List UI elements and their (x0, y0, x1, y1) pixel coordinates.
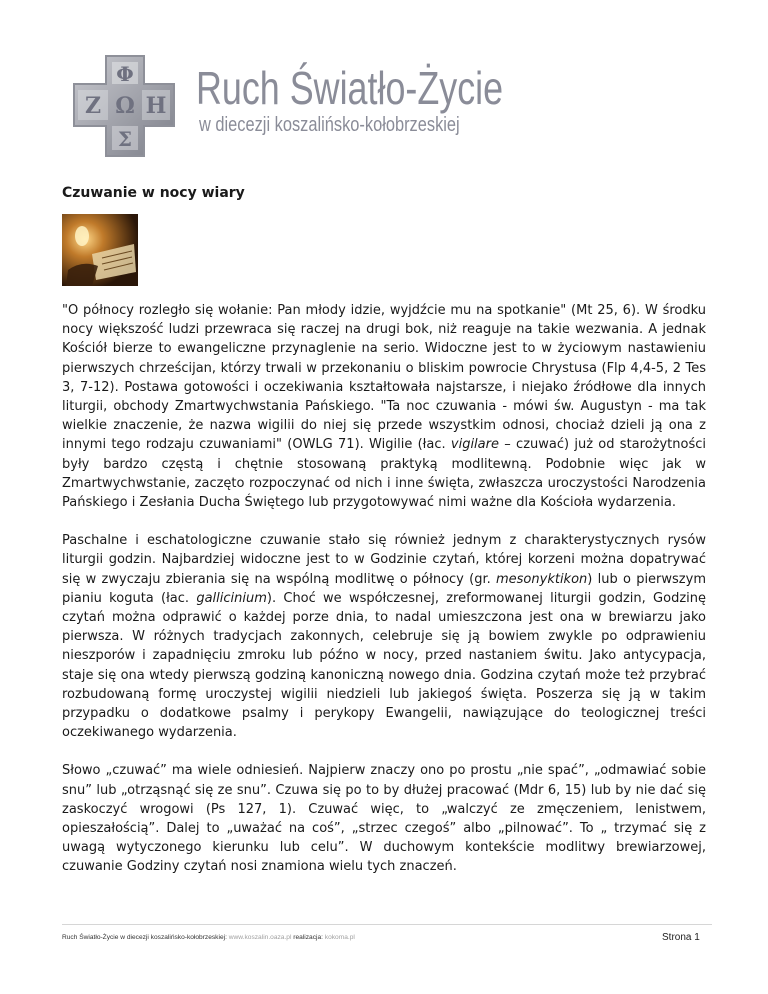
paragraph-office-of-readings: Paschalne i eschatologiczne czuwanie stało się również jednym z charakterystycznych rysów liturgii godzin. Najbardziej widoczne jest to w Godzinie czytań, której korzeni można dopatrywać się w zwyczaju zbierania się na wspólną modlitwę o północy (gr. mesonyktikon) lub o pierwszym pianiu koguta (łac. gallicinium). Choć we współczesnej, zreformowanej liturgii godzin, Godzinę czytań można odprawić o każdej porze dnia, to nadal umieszczona jest ona w brewiarzu jako pierwsza. W różnych tradycjach zakonnych, celebruje się ją bowiem zwykle po odprawieniu nieszporów i zapadnięciu zmroku lub późno w nocy, przed nastaniem świtu. Jako antycypacja, staje się ona wtedy pierwszą godziną kanoniczną nowego dnia. Godzina czytań może też przybrać rozbudowaną formę uroczystej wigilii niedzieli lub jakiegoś święta. Poszerza się ją w takim przypadku o dodatkowe psalmy i perykopy Ewangelii, nawiązujące do teologicznej treści oczekiwanego wydarzenia. (62, 533, 706, 741)
footer-divider (62, 924, 712, 925)
logo-letter-left: Ζ (84, 93, 102, 119)
logo-letter-center: Ω (115, 93, 135, 119)
page-header (62, 50, 622, 162)
footer-credits: Ruch Światło-Życie w diecezji koszalińsko-kołobrzeskiej: www.koszalin.oaza.pl realizacja: kokoma.pl (62, 934, 355, 941)
brand-title: Ruch Światło-Życie (196, 62, 504, 114)
article-thumbnail (62, 214, 138, 286)
logo-letter-top: Φ (116, 62, 134, 86)
article-title: Czuwanie w nocy wiary (62, 185, 245, 201)
oaza-cross-logo (62, 50, 186, 162)
credit-link[interactable]: kokoma.pl (324, 934, 355, 941)
logo-letter-bottom: Σ (117, 127, 133, 151)
brand-subtitle: w diecezji koszalińsko-kołobrzeskiej (199, 114, 460, 136)
article-body (62, 301, 706, 896)
paragraph-vigils: "O północy rozległo się wołanie: Pan młody idzie, wyjdźcie mu na spotkanie" (Mt 25, 6). W środku nocy większość ludzi przewraca się raczej na drugi bok, niż reaguje na takie wezwania. A jednak Kościół bierze to ewangeliczne przynaglenie na serio. Widoczne jest to w życiowym nastawieniu pierwszych chrześcijan, którzy trwali w przekonaniu o bliskim powrocie Chrystusa (Flp 4,4-5, 2 Tes 3, 7-12). Postawa gotowości i oczekiwania kształtowała najstarsze, i niejako źródłowe dla innych liturgii, obchody Zmartwychwstania Pańskiego. "Ta noc czuwania - mówi św. Augustyn - ma tak wielkie znaczenie, że nazwa wigilii do niej się przede wszystkim odnosi, chociaż dzieli ją ona z innymi tego rodzaju czuwaniami" (OWLG 71). Wigilie (łac. vigilare – czuwać) już od starożytności były bardzo częstą i chętnie stosowaną praktyką modlitewną. Podobnie więc jak w Zmartwychwstanie, zaczęto rozpoczynać od nich i inne święta, zwłaszcza uroczystości Narodzenia Pańskiego i Zesłania Ducha Świętego lub przygotowywać nimi ważne dla Kościoła wydarzenia. (62, 303, 706, 511)
site-link[interactable]: www.koszalin.oaza.pl (228, 934, 292, 941)
paragraph-meaning-of-watching: Słowo „czuwać” ma wiele odniesień. Najpierw znaczy ono po prostu „nie spać”, „odmawiać sobie snu” lub „otrząsnąć się ze snu”. Czuwa się po to by dłużej pracować (Mdr 6, 15) lub by nie dać się zaskoczyć wrogowi (Ps 127, 1). Czuwać więc, to „walczyć ze zmęczeniem, lenistwem, opieszałością”. Dalej to „uważać na coś”, „strzec czegoś” albo „pilnować”. To „ trzymać się z uwagą wytyczonego kierunku lub celu”. W duchowym kontekście modlitwy brewiarzowej, czuwanie Godziny czytań nosi znamiona wielu tych znaczeń. (62, 763, 706, 875)
logo-letter-right: Η (145, 93, 167, 119)
page-number: Strona 1 (662, 932, 700, 943)
